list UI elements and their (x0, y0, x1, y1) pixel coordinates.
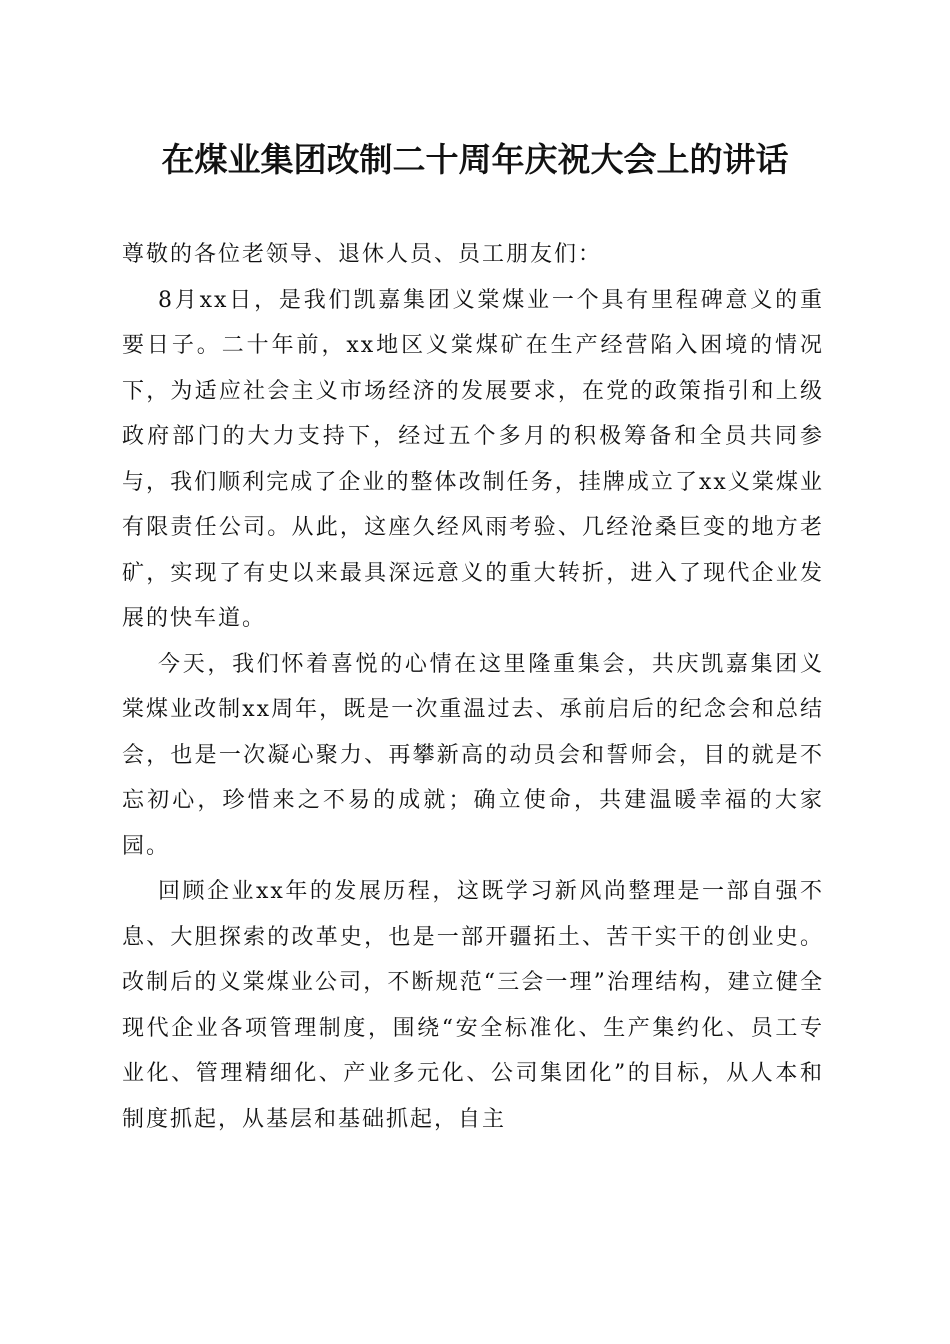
paragraph-2: 今天，我们怀着喜悦的心情在这里隆重集会，共庆凯嘉集团义棠煤业改制xx周年，既是一次重温过去、承前启后的纪念会和总结会，也是一次凝心聚力、再攀新高的动员会和誓师会，目的就是不忘初心，珍惜来之不易的成就；确立使命，共建温暖幸福的大家园。 (122, 651, 824, 859)
paragraph-3: 回顾企业xx年的发展历程，这既学习新风尚整理是一部自强不息、大胆探索的改革史，也是一部开疆拓土、苦干实干的创业史。改制后的义棠煤业公司，不断规范“三会一理”治理结构，建立健全现代企业各项管理制度，围绕“安全标准化、生产集约化、员工专业化、管理精细化、产业多元化、公司集团化”的目标，从人本和制度抓起，从基层和基础抓起，自主 (122, 879, 824, 1132)
salutation: 尊敬的各位老领导、退休人员、员工朋友们： (122, 242, 603, 267)
paragraph-1: 8月xx日，是我们凯嘉集团义棠煤业一个具有里程碑意义的重要日子。二十年前，xx地区义棠煤矿在生产经营陷入困境的情况下，为适应社会主义市场经济的发展要求，在党的政策指引和上级政府部门的大力支持下，经过五个多月的积极筹备和全员共同参与，我们顺利完成了企业的整体改制任务，挂牌成立了xx义棠煤业有限责任公司。从此，这座久经风雨考验、几经沧桑巨变的地方老矿，实现了有史以来最具深远意义的重大转折，进入了现代企业发展的快车道。 (122, 287, 824, 631)
document-body (122, 232, 824, 1142)
document-title: 在煤业集团改制二十周年庆祝大会上的讲话 (161, 140, 789, 179)
